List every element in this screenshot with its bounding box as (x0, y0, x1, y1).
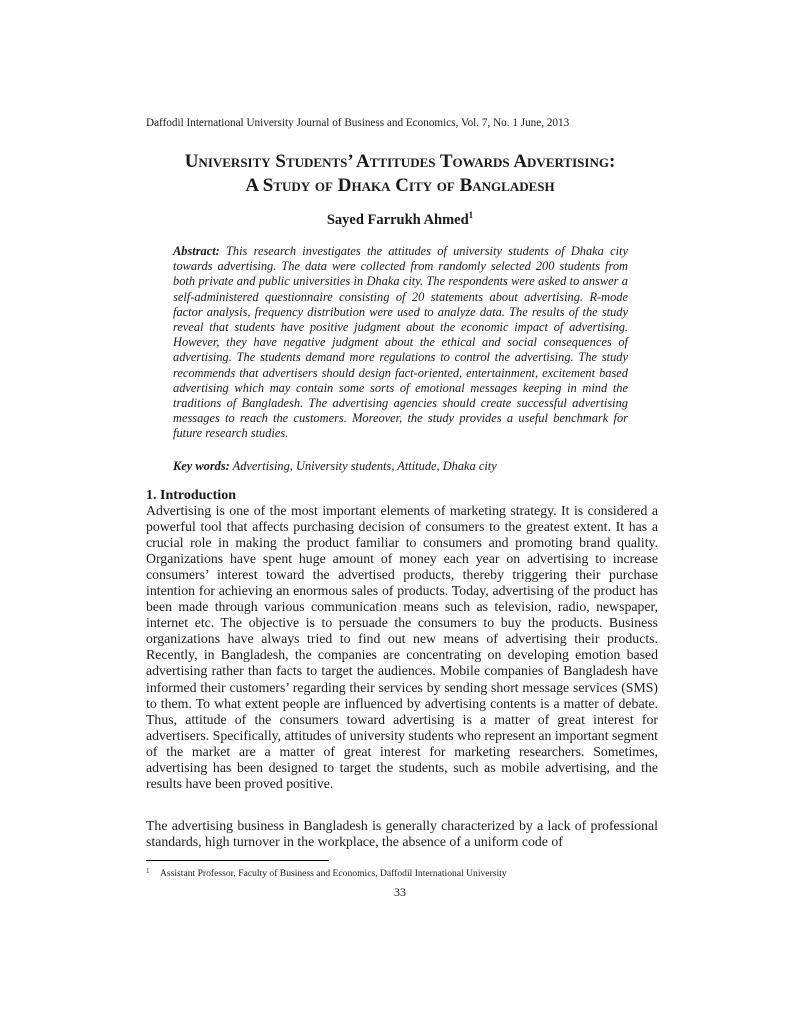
page-number: 33 (394, 885, 406, 899)
abstract-text: This research investigates the attitudes of university students of Dhaka city towards advertising. The data were collected from randomly selected 200 students from both private and public universities in Dhaka city. The respondents were asked to answer a self-administered questionnaire consisting of 20 statements about advertising. R-mode factor analysis, frequency distribution were used to analyze data. The results of the study reveal that students have positive judgment about the economic impact of advertising. However, they have negative judgment about the ethical and social consequences of advertising. The students demand more regulations to control the advertising. The study recommends that advertisers should design fact-oriented, entertainment, excitement based advertising which may contain some sorts of emotional messages keeping in mind the traditions of Bangladesh. The advertising agencies should create successful advertising messages to reach the customers. Moreover, the study provides a useful benchmark for future research studies. (173, 244, 628, 441)
author-name: Sayed Farrukh Ahmed (326, 211, 469, 228)
footnote-text: Assistant Professor, Faculty of Business and Economics, Daffodil International University (160, 868, 507, 879)
author-footnote-mark: 1 (468, 210, 474, 220)
keywords-label: Key words: (173, 459, 230, 473)
title-line-2: A Study of Dhaka City of Bangladesh (245, 175, 555, 196)
body-paragraph: The advertising business in Bangladesh is generally characterized by a lack of professional standards, high turnover in the workplace, the absence of a uniform code of (146, 818, 658, 850)
keywords-text: Advertising, University students, Attitude, Dhaka city (232, 459, 497, 473)
author (200, 210, 600, 229)
keywords (173, 459, 628, 474)
abstract (173, 244, 628, 442)
title-line-1: University Students’ Attitudes Towards Advertising: (184, 151, 616, 172)
footnote-divider (146, 860, 329, 861)
footnote (146, 867, 646, 879)
body-paragraph: Advertising is one of the most important elements of marketing strategy. It is considered a powerful tool that affects purchasing decision of consumers to the greatest extent. It has a crucial role in making the product familiar to consumers and promoting brand quality. Organizations have spent huge amount of money each year on advertising to increase consumers’ interest toward the advertised products, thereby triggering their purchase intention for achieving an enormous sales of products. Today, advertising of the product has been made through various communication means such as television, radio, newspaper, internet etc. The objective is to persuade the consumers to buy the products. Business organizations have always tried to find out new means of advertising their products. Recently, in Bangladesh, the companies are concentrating on developing emotion based advertising rather than facts to target the audiences. Mobile companies of Bangladesh have informed their customers’ regarding their services by sending short message services (SMS) to them. To what extent people are influenced by advertising contents is a matter of debate. Thus, attitude of the consumers toward advertising is a matter of great interest for advertisers. Specifically, attitudes of university students who represent an important segment of the market are a matter of great interest for marketing researchers. Sometimes, advertising has been designed to target the students, such as mobile advertising, and the results have been proved positive. (146, 503, 658, 791)
footnote-mark: 1 (146, 867, 150, 875)
abstract-label: Abstract: (173, 244, 220, 258)
section-heading: 1. Introduction (146, 488, 236, 503)
paper-title (100, 150, 700, 198)
journal-header: Daffodil International University Journal of Business and Economics, Vol. 7, No. 1 June, 2013 (146, 117, 570, 129)
